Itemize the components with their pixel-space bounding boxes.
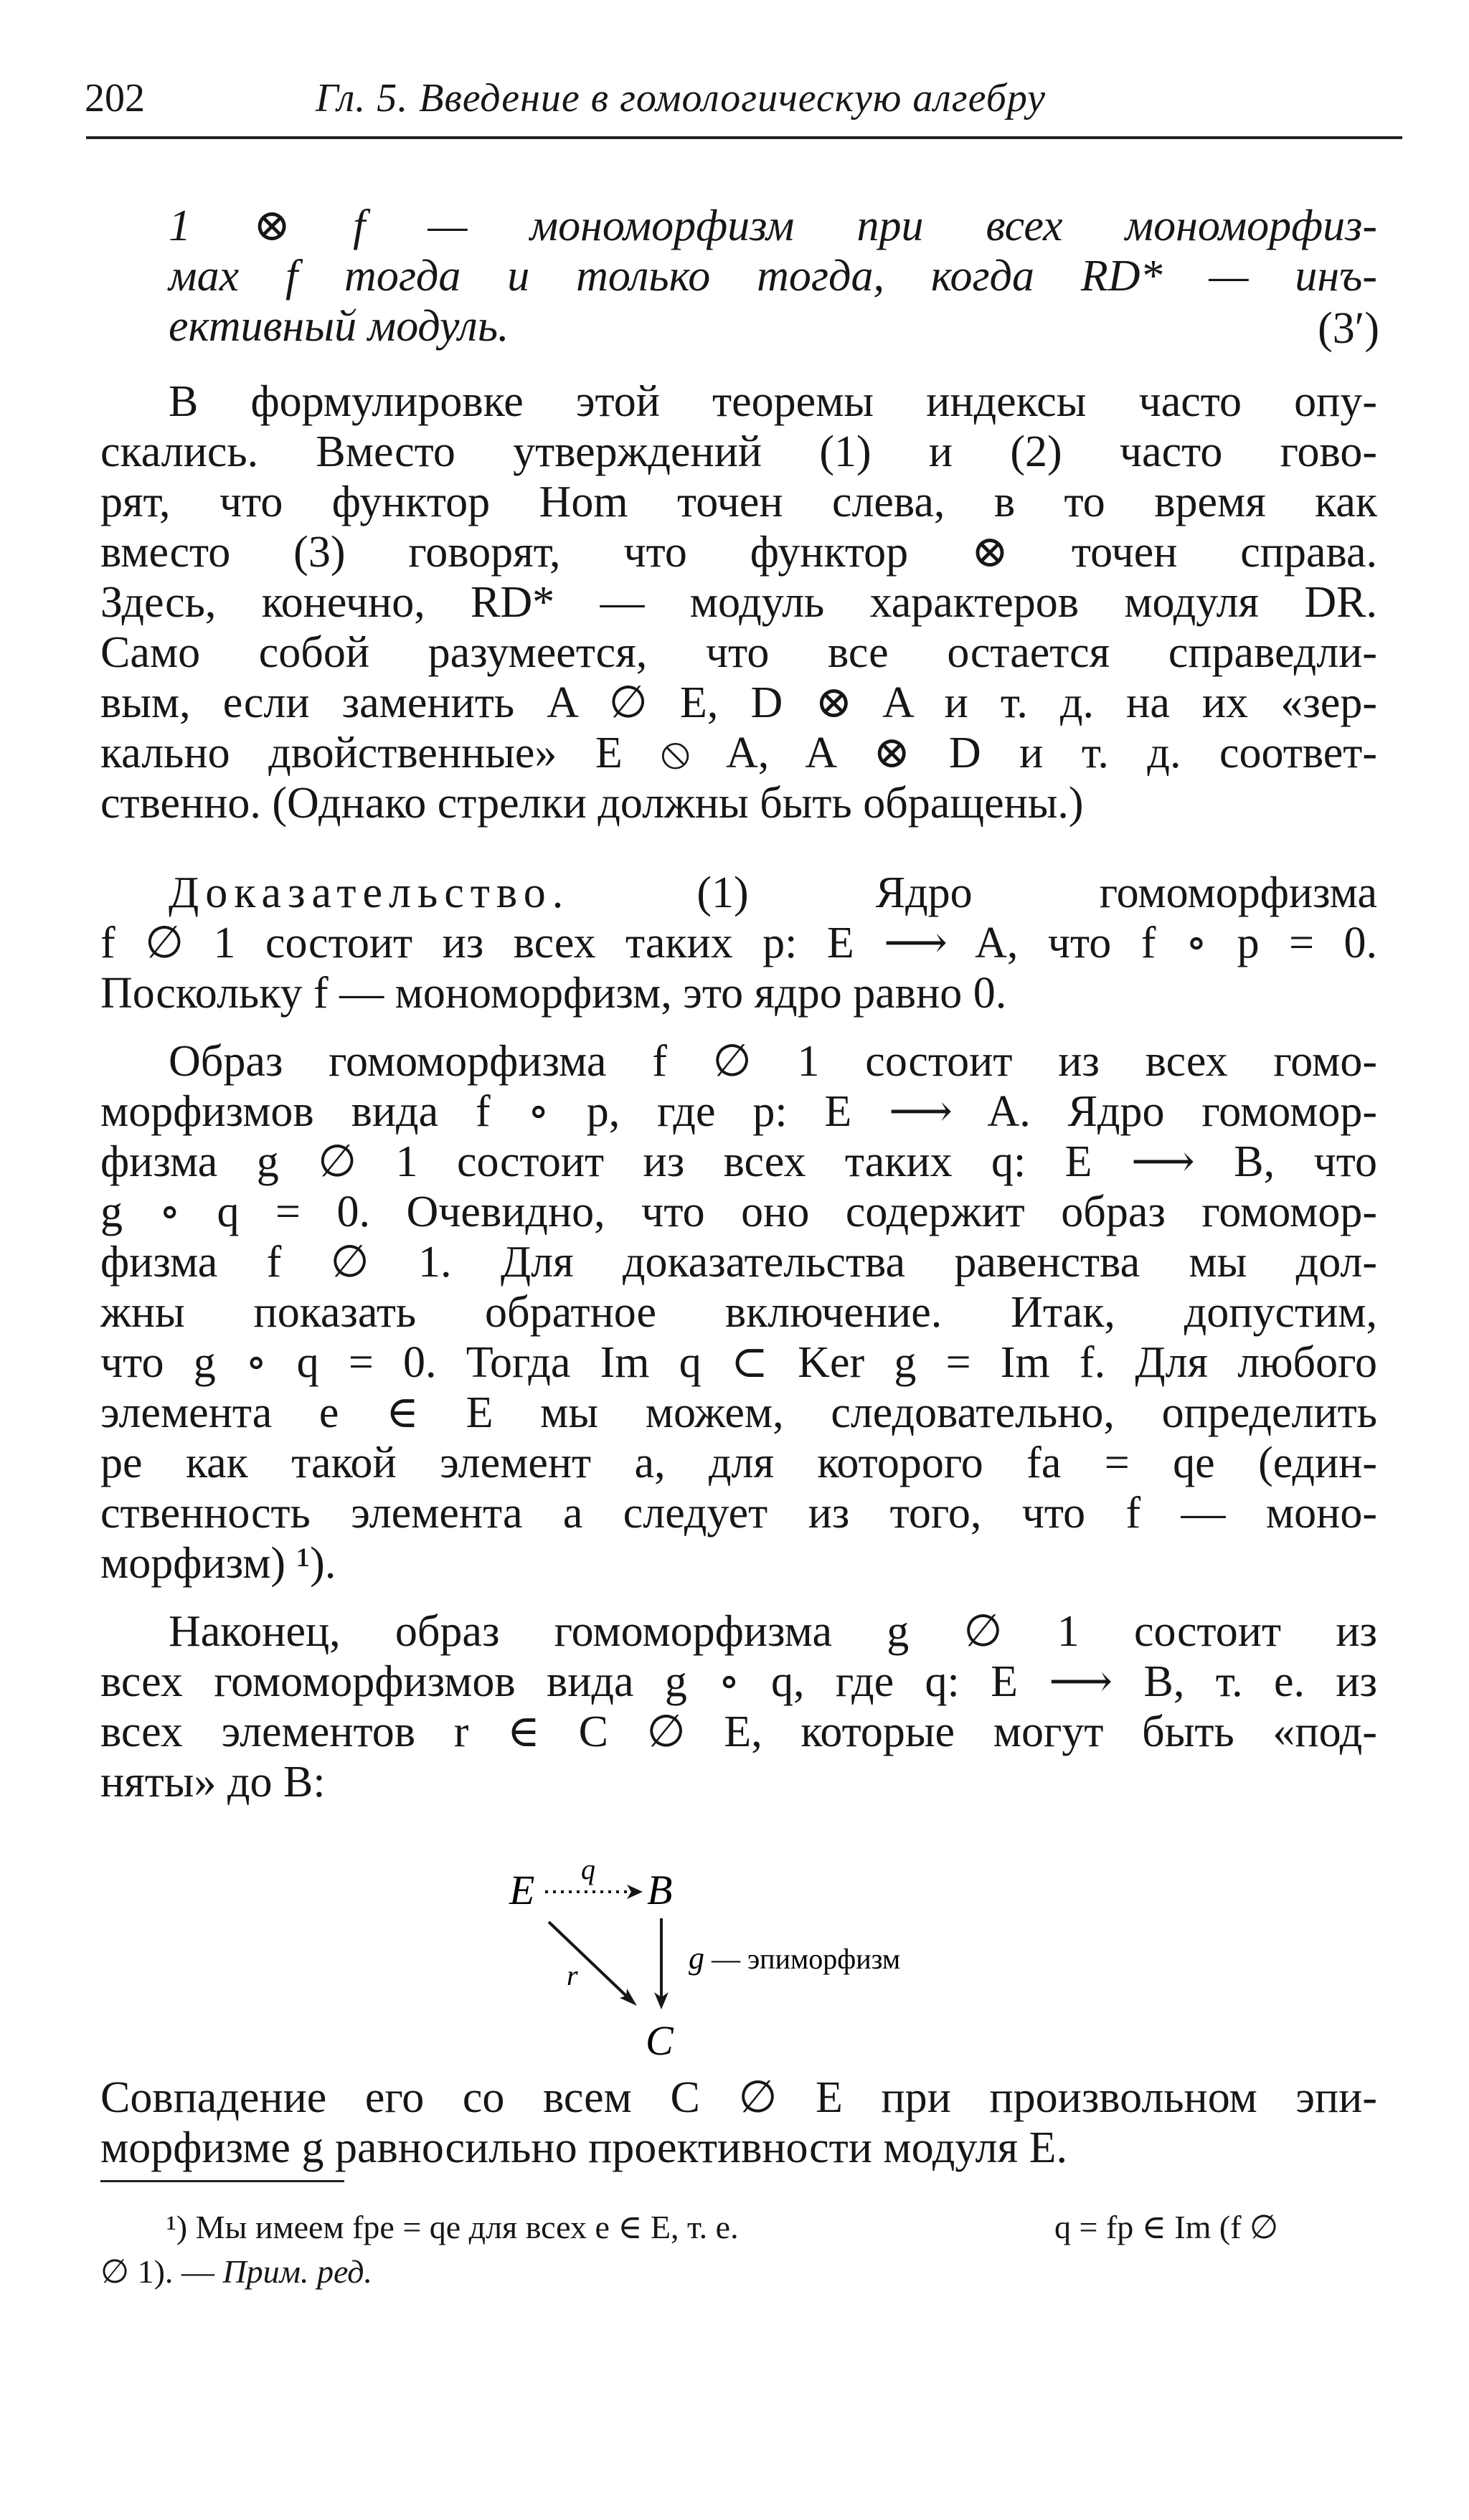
body-line: элемента e ∈ E мы можем, следовательно, определить xyxy=(100,1388,1377,1437)
footnote-text: ∅ 1). — xyxy=(100,2253,214,2290)
label-r: r xyxy=(567,1959,578,1991)
theorem-line: 1 ⊗ f — мономорфизм при всех мономорфиз- xyxy=(169,202,1377,250)
body-line: ственность элемента a следует из того, что f — моно- xyxy=(100,1489,1377,1538)
proof-first-line xyxy=(169,868,1377,918)
body-line: Здесь, конечно, RD* — модуль характеров модуля DR. xyxy=(100,578,1377,627)
body-line: Образ гомоморфизма f ∅ 1 состоит из всех гомо- xyxy=(169,1037,1377,1086)
body-line: В формулировке этой теоремы индексы часто опу- xyxy=(169,377,1377,426)
body-line: кально двойственные» E ⦸ A, A ⊗ D и т. д. соответ- xyxy=(100,729,1377,777)
body-line: физма g ∅ 1 состоит из всех таких q: E ⟶ B, что xyxy=(100,1137,1377,1186)
header-rule xyxy=(86,136,1402,139)
footnote-line xyxy=(166,2207,739,2247)
footnote-text: Мы имеем fpe = qe для всех e ∈ E, т. е. xyxy=(195,2209,739,2245)
body-line: что g ∘ q = 0. Тогда Im q ⊂ Ker g = Im f. Для любого xyxy=(100,1338,1377,1387)
body-line: вым, если заменить A ∅ E, D ⊗ A и т. д. на их «зер- xyxy=(100,678,1377,727)
body-line: рят, что функтор Hom точен слева, в то время как xyxy=(100,478,1377,526)
footnote-line xyxy=(100,2252,372,2292)
body-line: всех гомоморфизмов вида g ∘ q, где q: E ⟶ B, т. е. из xyxy=(100,1657,1377,1706)
formula-number: (3′) xyxy=(1318,304,1379,353)
body-line: Совпадение его со всем C ∅ E при произвольном эпи- xyxy=(100,2073,1377,2122)
body-line: pe как такой элемент a, для которого fa = qe (един- xyxy=(100,1439,1377,1487)
body-line: f ∅ 1 состоит из всех таких p: E ⟶ A, что f ∘ p = 0. xyxy=(100,919,1377,967)
label-q: q xyxy=(581,1853,595,1885)
diagram-node-E: E xyxy=(509,1867,535,1913)
proof-line-rest: (1) Ядро гомоморфизма xyxy=(696,868,1378,917)
label-g: g xyxy=(689,1941,704,1976)
body-line: морфизмов вида f ∘ p, где p: E ⟶ A. Ядро гомомор- xyxy=(100,1087,1377,1136)
proof-label: Доказательство. xyxy=(169,868,570,917)
running-title: Гл. 5. Введение в гомологическую алгебру xyxy=(316,76,1046,120)
theorem-line: мах f тогда и только тогда, когда RD* — инъ- xyxy=(169,252,1377,300)
body-line: ственно. (Однако стрелки должны быть обращены.) xyxy=(100,779,1084,828)
body-line: морфизме g равносильно проективности модуля E. xyxy=(100,2123,1067,2172)
body-line: вместо (3) говорят, что функтор ⊗ точен справа. xyxy=(100,528,1377,577)
body-line: физма f ∅ 1. Для доказательства равенства мы дол- xyxy=(100,1238,1377,1287)
body-line: жны показать обратное включение. Итак, допустим, xyxy=(100,1288,1377,1337)
editor-note: Прим. ред. xyxy=(222,2253,373,2290)
arrow-q-head xyxy=(627,1885,643,1899)
body-line: скались. Вместо утверждений (1) и (2) часто гово- xyxy=(100,427,1377,476)
lifting-diagram xyxy=(481,1850,1026,2065)
body-line: всех элементов r ∈ C ∅ E, которые могут быть «под- xyxy=(100,1707,1377,1756)
arrow-r xyxy=(549,1922,628,1997)
footnote-formula: q = fp ∈ Im (f ∅ xyxy=(1054,2209,1279,2245)
epimorphism-note: — эпиморфизм xyxy=(712,1943,901,1975)
body-line: Само собой разумеется, что все остается справедли- xyxy=(100,628,1377,677)
body-line: няты» до B: xyxy=(100,1758,326,1806)
body-line: Поскольку f — мономорфизм, это ядро равно 0. xyxy=(100,969,1007,1018)
diagram-node-C: C xyxy=(646,2017,674,2064)
footnote-rule xyxy=(100,2180,344,2182)
body-line: морфизм) ¹). xyxy=(100,1539,336,1588)
diagram-node-B: B xyxy=(647,1867,673,1913)
footnote-marker: ¹) xyxy=(166,2209,188,2245)
body-line: g ∘ q = 0. Очевидно, что оно содержит образ гомомор- xyxy=(100,1188,1377,1236)
body-line: Наконец, образ гомоморфизма g ∅ 1 состоит из xyxy=(169,1607,1377,1656)
theorem-line: ективный модуль. xyxy=(169,302,509,351)
page-number: 202 xyxy=(85,76,145,120)
